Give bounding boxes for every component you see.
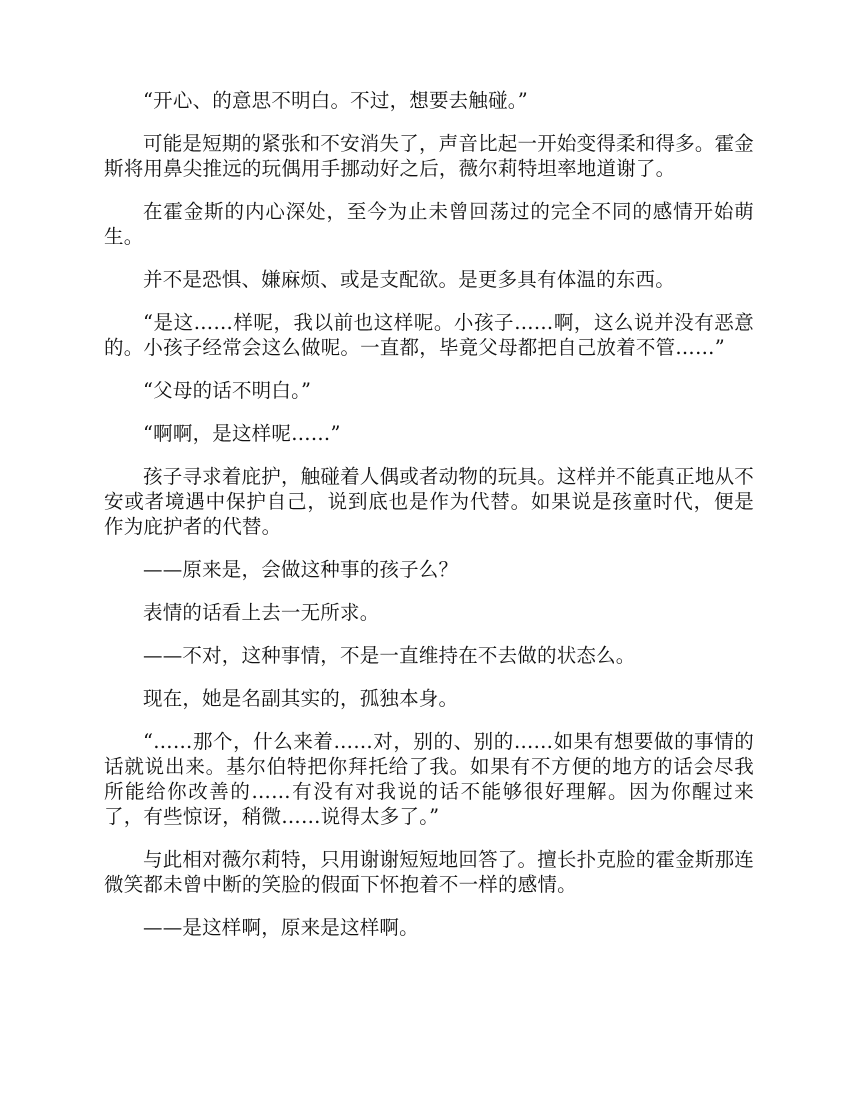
paragraph-4: 并不是恐惧、嫌麻烦、或是支配欲。是更多具有体温的东西。 bbox=[143, 268, 675, 291]
paragraph-15: ——是这样啊，原来是这样啊。 bbox=[143, 916, 419, 939]
paragraph-2: 可能是短期的紧张和不安消失了，声音比起一开始变得柔和得多。霍金斯将用鼻尖推远的玩偶用手挪动好之后，薇尔莉特坦率地道谢了。 bbox=[104, 132, 754, 180]
paragraph-6: “父母的话不明白。” bbox=[143, 379, 312, 402]
paragraph-13: “……那个，什么来着……对，别的、别的……如果有想要做的事情的话就说出来。基尔伯特把你拜托给了我。如果有不方便的地方的话会尽我所能给你改善的……有没有对我说的话不能够很好理解。因为你醒过来了，有些惊讶，稍微……说得太多了。” bbox=[104, 730, 754, 828]
paragraph-10: 表情的话看上去一无所求。 bbox=[143, 601, 380, 624]
paragraph-5: “是这……样呢，我以前也这样呢。小孩子……啊，这么说并没有恶意的。小孩子经常会这么做呢。一直都，毕竟父母都把自己放着不管……” bbox=[104, 311, 754, 359]
paragraph-7: “啊啊，是这样呢……” bbox=[143, 422, 341, 445]
document-body bbox=[104, 88, 754, 958]
paragraph-11: ——不对，这种事情，不是一直维持在不去做的状态么。 bbox=[143, 644, 636, 667]
paragraph-12: 现在，她是名副其实的，孤独本身。 bbox=[143, 687, 459, 710]
paragraph-1: “开心、的意思不明白。不过，想要去触碰。” bbox=[143, 89, 528, 112]
paragraph-14: 与此相对薇尔莉特，只用谢谢短短地回答了。擅长扑克脸的霍金斯那连微笑都未曾中断的笑脸的假面下怀抱着不一样的感情。 bbox=[104, 848, 754, 896]
paragraph-8: 孩子寻求着庇护，触碰着人偶或者动物的玩具。这样并不能真正地从不安或者境遇中保护自己，说到底也是作为代替。如果说是孩童时代，便是作为庇护者的代替。 bbox=[104, 465, 754, 538]
paragraph-9: ——原来是，会做这种事的孩子么？ bbox=[143, 558, 459, 581]
paragraph-3: 在霍金斯的内心深处，至今为止未曾回荡过的完全不同的感情开始萌生。 bbox=[104, 200, 754, 248]
